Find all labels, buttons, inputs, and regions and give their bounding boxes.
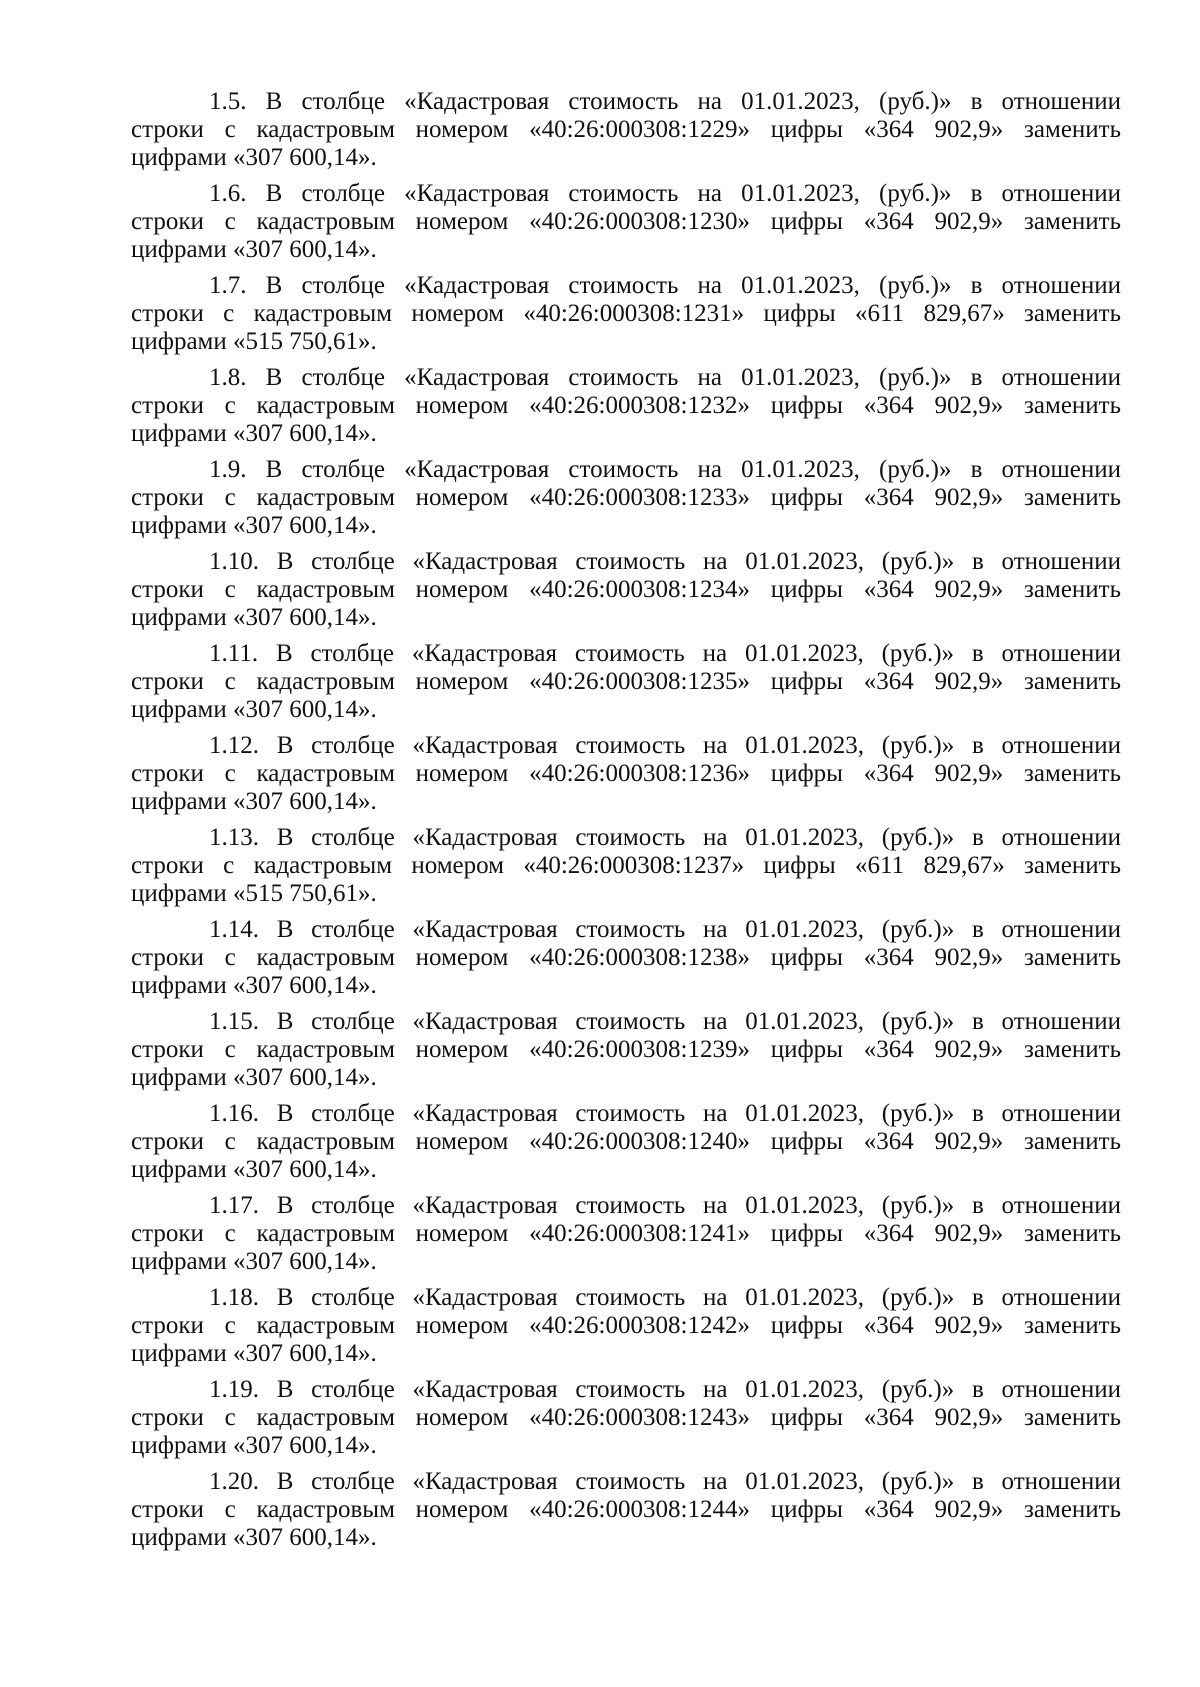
paragraph-text-line-2: строки с кадастровым номером «40:26:000308:1239» цифры «364 902,9» заменить [131,1036,1121,1063]
paragraph-text-line-1: В столбце «Кадастровая стоимость на 01.01.2023, (руб.)» в отношении [265,180,1121,207]
paragraph-first-line [131,1376,1121,1404]
paragraph-text-line-3: цифрами «307 600,14». [131,1156,377,1183]
amendment-paragraph [131,272,1121,364]
paragraph-first-line [131,732,1121,760]
paragraph-text-line-3: цифрами «307 600,14». [131,972,377,999]
paragraph-text-line-2: строки с кадастровым номером «40:26:000308:1238» цифры «364 902,9» заменить [131,944,1121,971]
paragraph-text-line-2: строки с кадастровым номером «40:26:000308:1233» цифры «364 902,9» заменить [131,484,1121,511]
amendment-paragraph [131,1468,1121,1560]
paragraph-number: 1.15. [209,1008,259,1035]
paragraph-text-line-2: строки с кадастровым номером «40:26:000308:1241» цифры «364 902,9» заменить [131,1220,1121,1247]
paragraph-first-line [131,180,1121,208]
paragraph-first-line [131,364,1121,392]
paragraph-text-line-3: цифрами «515 750,61». [131,880,377,907]
paragraph-text-line-2: строки с кадастровым номером «40:26:000308:1231» цифры «611 829,67» заменить [131,300,1121,327]
paragraph-text-line-1: В столбце «Кадастровая стоимость на 01.01.2023, (руб.)» в отношении [276,732,1121,759]
paragraph-number: 1.11. [209,640,259,667]
paragraph-text-line-3: цифрами «307 600,14». [131,604,377,631]
paragraph-text-line-3: цифрами «515 750,61». [131,328,377,355]
paragraph-text-line-2: строки с кадастровым номером «40:26:000308:1229» цифры «364 902,9» заменить [131,116,1121,143]
paragraph-text-line-2: строки с кадастровым номером «40:26:000308:1236» цифры «364 902,9» заменить [131,760,1121,787]
amendment-paragraph [131,824,1121,916]
paragraph-first-line [131,456,1121,484]
paragraph-text-line-1: В столбце «Кадастровая стоимость на 01.01.2023, (руб.)» в отношении [276,1468,1121,1495]
paragraph-text-line-3: цифрами «307 600,14». [131,788,377,815]
paragraph-text-line-1: В столбце «Кадастровая стоимость на 01.01.2023, (руб.)» в отношении [265,456,1121,483]
amendment-paragraph [131,1192,1121,1284]
paragraph-first-line [131,1468,1121,1496]
paragraph-first-line [131,824,1121,852]
paragraph-text-line-3: цифрами «307 600,14». [131,236,377,263]
paragraph-number: 1.16. [209,1100,259,1127]
paragraph-text-line-3: цифрами «307 600,14». [131,512,377,539]
paragraph-first-line [131,548,1121,576]
amendment-paragraph [131,1008,1121,1100]
paragraph-text-line-2: строки с кадастровым номером «40:26:000308:1240» цифры «364 902,9» заменить [131,1128,1121,1155]
paragraph-text-line-2: строки с кадастровым номером «40:26:000308:1234» цифры «364 902,9» заменить [131,576,1121,603]
paragraph-text-line-2: строки с кадастровым номером «40:26:000308:1235» цифры «364 902,9» заменить [131,668,1121,695]
amendment-paragraph [131,1376,1121,1468]
paragraph-text-line-1: В столбце «Кадастровая стоимость на 01.01.2023, (руб.)» в отношении [275,640,1122,667]
paragraph-first-line [131,1008,1121,1036]
amendment-paragraph [131,916,1121,1008]
paragraph-text-line-3: цифрами «307 600,14». [131,1248,377,1275]
paragraph-number: 1.14. [209,916,259,943]
amendment-paragraph [131,1284,1121,1376]
paragraph-text-line-1: В столбце «Кадастровая стоимость на 01.01.2023, (руб.)» в отношении [276,548,1121,575]
paragraph-text-line-2: строки с кадастровым номером «40:26:000308:1230» цифры «364 902,9» заменить [131,208,1121,235]
paragraph-number: 1.9. [209,456,247,483]
paragraph-text-line-1: В столбце «Кадастровая стоимость на 01.01.2023, (руб.)» в отношении [276,1284,1121,1311]
amendment-paragraph [131,732,1121,824]
paragraph-first-line [131,272,1121,300]
paragraph-first-line [131,640,1121,668]
paragraph-text-line-1: В столбце «Кадастровая стоимость на 01.01.2023, (руб.)» в отношении [276,1100,1121,1127]
amendment-list [131,88,1121,1560]
paragraph-text-line-3: цифрами «307 600,14». [131,144,377,171]
paragraph-text-line-3: цифрами «307 600,14». [131,1524,377,1551]
amendment-paragraph [131,548,1121,640]
amendment-paragraph [131,456,1121,548]
paragraph-text-line-1: В столбце «Кадастровая стоимость на 01.01.2023, (руб.)» в отношении [265,364,1121,391]
paragraph-first-line [131,1284,1121,1312]
paragraph-text-line-2: строки с кадастровым номером «40:26:000308:1243» цифры «364 902,9» заменить [131,1404,1121,1431]
amendment-paragraph [131,364,1121,456]
paragraph-number: 1.7. [209,272,247,299]
paragraph-text-line-3: цифрами «307 600,14». [131,1340,377,1367]
paragraph-text-line-1: В столбце «Кадастровая стоимость на 01.01.2023, (руб.)» в отношении [276,1376,1121,1403]
paragraph-number: 1.18. [209,1284,259,1311]
paragraph-first-line [131,1100,1121,1128]
paragraph-text-line-1: В столбце «Кадастровая стоимость на 01.01.2023, (руб.)» в отношении [265,272,1121,299]
paragraph-text-line-3: цифрами «307 600,14». [131,696,377,723]
paragraph-text-line-1: В столбце «Кадастровая стоимость на 01.01.2023, (руб.)» в отношении [276,1192,1121,1219]
paragraph-number: 1.17. [209,1192,259,1219]
paragraph-text-line-2: строки с кадастровым номером «40:26:000308:1232» цифры «364 902,9» заменить [131,392,1121,419]
paragraph-text-line-1: В столбце «Кадастровая стоимость на 01.01.2023, (руб.)» в отношении [276,824,1121,851]
paragraph-number: 1.10. [209,548,259,575]
paragraph-number: 1.13. [209,824,259,851]
paragraph-number: 1.12. [209,732,259,759]
paragraph-number: 1.6. [209,180,247,207]
paragraph-first-line [131,916,1121,944]
paragraph-text-line-2: строки с кадастровым номером «40:26:000308:1244» цифры «364 902,9» заменить [131,1496,1121,1523]
paragraph-text-line-3: цифрами «307 600,14». [131,420,377,447]
paragraph-text-line-3: цифрами «307 600,14». [131,1432,377,1459]
paragraph-text-line-1: В столбце «Кадастровая стоимость на 01.01.2023, (руб.)» в отношении [276,916,1121,943]
paragraph-text-line-2: строки с кадастровым номером «40:26:000308:1242» цифры «364 902,9» заменить [131,1312,1121,1339]
paragraph-text-line-2: строки с кадастровым номером «40:26:000308:1237» цифры «611 829,67» заменить [131,852,1121,879]
paragraph-text-line-3: цифрами «307 600,14». [131,1064,377,1091]
paragraph-number: 1.19. [209,1376,259,1403]
paragraph-number: 1.8. [209,364,247,391]
paragraph-first-line [131,1192,1121,1220]
paragraph-text-line-1: В столбце «Кадастровая стоимость на 01.01.2023, (руб.)» в отношении [276,1008,1121,1035]
paragraph-first-line [131,88,1121,116]
paragraph-number: 1.20. [209,1468,259,1495]
amendment-paragraph [131,1100,1121,1192]
amendment-paragraph [131,180,1121,272]
paragraph-number: 1.5. [209,88,247,115]
document-body [131,88,1121,1560]
paragraph-text-line-1: В столбце «Кадастровая стоимость на 01.01.2023, (руб.)» в отношении [265,88,1121,115]
amendment-paragraph [131,88,1121,180]
amendment-paragraph [131,640,1121,732]
